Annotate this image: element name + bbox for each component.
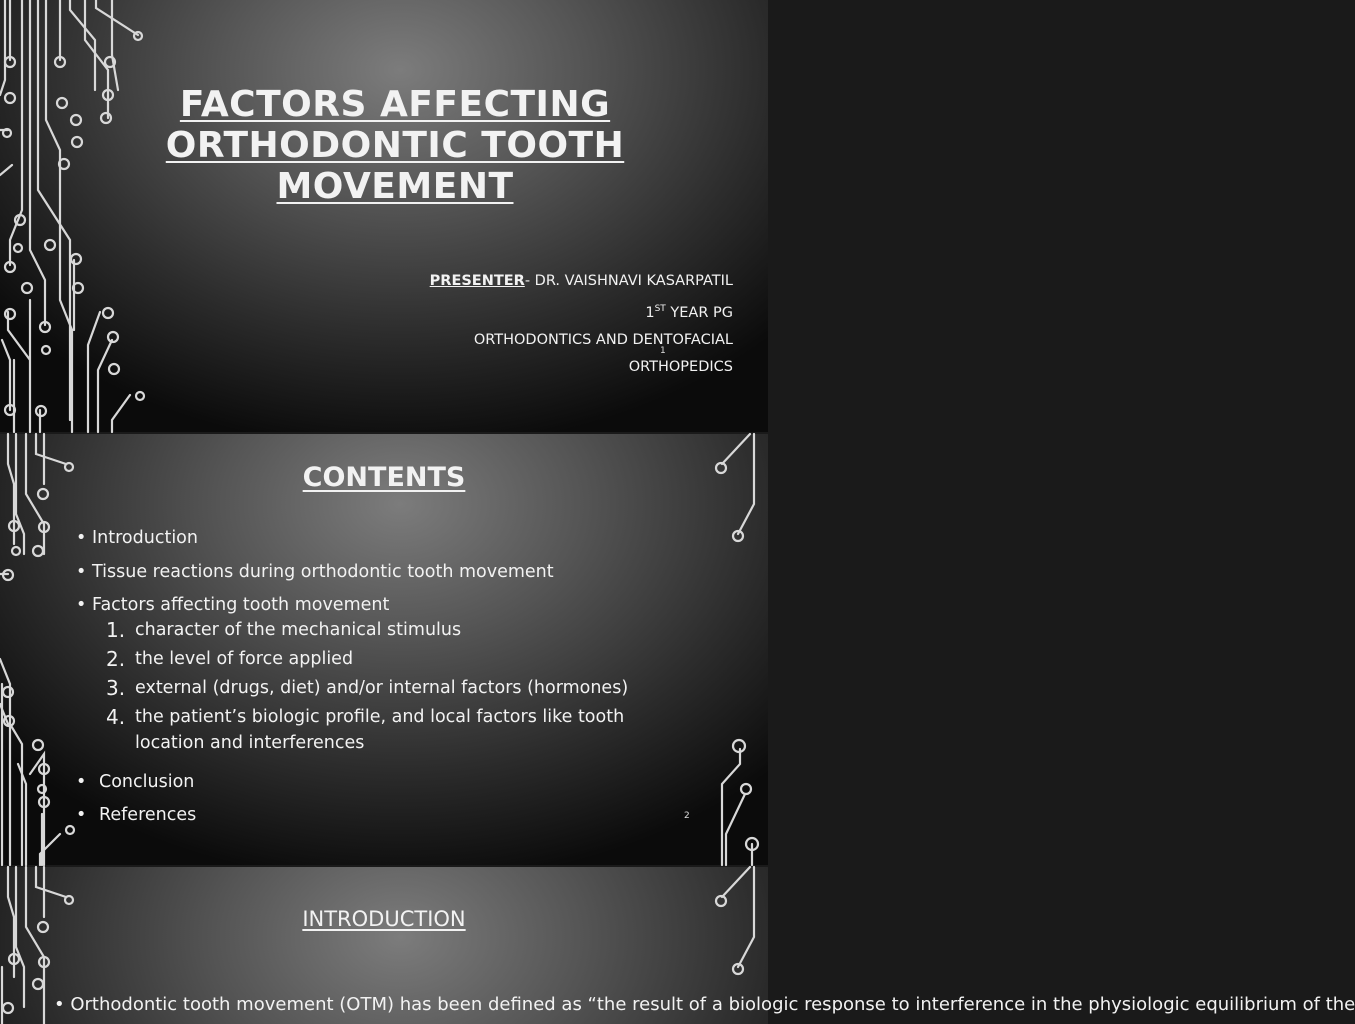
- introduction-slide: [0, 867, 1355, 1024]
- list-item: • Conclusion: [76, 772, 195, 792]
- slide-title: CONTENTS: [302, 462, 466, 493]
- sub-item-number: 2.: [106, 647, 126, 671]
- sub-item-text: the level of force applied: [135, 649, 354, 669]
- presenter-info: [313, 268, 733, 382]
- slide-title: FACTORS AFFECTING ORTHODONTIC TOOTH MOVEMENT: [165, 84, 625, 207]
- department-line-2: ORTHOPEDICS: [628, 359, 733, 376]
- year-number: 1: [645, 304, 655, 321]
- list-item: • Tissue reactions during orthodontic tooth movement: [76, 562, 554, 582]
- year-superscript: ST: [654, 303, 666, 314]
- intro-text: Orthodontic tooth movement (OTM) has been defined as “the result of a biologic response to interference in the physiologic equilibrium of the: [70, 994, 1355, 1015]
- list-item-text: Tissue reactions during orthodontic tooth movement: [92, 562, 554, 582]
- list-item: • References: [76, 805, 197, 825]
- presenter-label: PRESENTER: [429, 273, 525, 289]
- presenter-line: [313, 268, 733, 296]
- list-item-text: Factors affecting tooth movement: [92, 595, 390, 615]
- department-line-1: ORTHODONTICS AND DENTOFACIAL: [473, 331, 733, 348]
- list-item-text: Conclusion: [99, 772, 195, 792]
- slide-number: 1: [660, 346, 666, 356]
- sub-item-number: 4.: [106, 705, 126, 729]
- title-slide: [0, 0, 768, 432]
- list-item-text: Introduction: [92, 528, 198, 548]
- year-line: [313, 296, 733, 327]
- sub-item-number: 3.: [106, 676, 126, 700]
- sub-item-text: the patient’s biologic profile, and local factors like tooth location and interferences: [135, 707, 625, 753]
- slide-title: INTRODUCTION: [302, 907, 466, 931]
- sub-item-number: 1.: [106, 618, 126, 642]
- contents-slide: [0, 434, 768, 865]
- sub-item-text: character of the mechanical stimulus: [135, 620, 462, 640]
- sub-item-text: external (drugs, diet) and/or internal factors (hormones): [135, 678, 629, 698]
- list-item-text: References: [99, 805, 197, 825]
- presenter-name: - DR. VAISHNAVI KASARPATIL: [524, 273, 733, 289]
- list-item: • Factors affecting tooth movement: [76, 595, 390, 615]
- year-text: YEAR PG: [665, 304, 733, 321]
- list-item: • Introduction: [76, 528, 198, 548]
- slide-number: 2: [684, 811, 690, 821]
- intro-paragraph: • Orthodontic tooth movement (OTM) has been defined as “the result of a biologic response to interference in the physiologic equilibrium of the: [54, 994, 1355, 1015]
